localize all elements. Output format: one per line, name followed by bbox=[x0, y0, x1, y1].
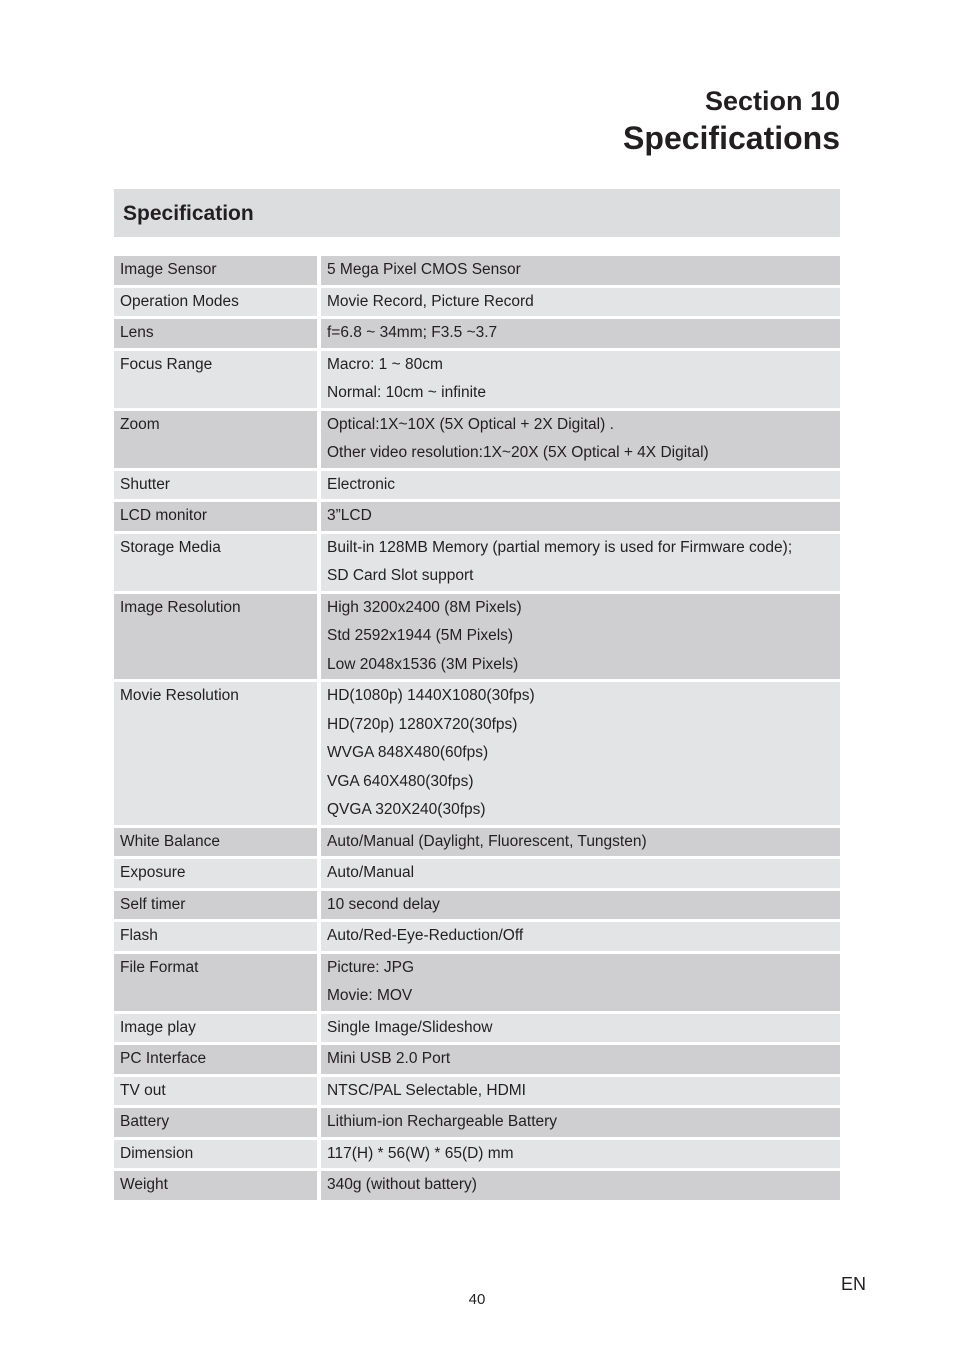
spec-value bbox=[321, 1140, 840, 1169]
spec-label: Movie Resolution bbox=[114, 682, 317, 825]
spec-value-line: 5 Mega Pixel CMOS Sensor bbox=[327, 261, 521, 278]
spec-value-line: 340g (without battery) bbox=[327, 1176, 477, 1193]
spec-value bbox=[321, 534, 840, 591]
table-row bbox=[114, 288, 840, 317]
spec-value-line: Lithium-ion Rechargeable Battery bbox=[327, 1113, 558, 1130]
spec-value bbox=[321, 351, 840, 408]
spec-label: Self timer bbox=[114, 891, 317, 920]
table-row bbox=[114, 594, 840, 680]
table-row bbox=[114, 891, 840, 920]
table-row bbox=[114, 534, 840, 591]
table-row bbox=[114, 1077, 840, 1106]
spec-table bbox=[114, 256, 840, 1203]
spec-banner bbox=[114, 189, 840, 237]
spec-label: File Format bbox=[114, 954, 317, 1011]
spec-value-line: QVGA 320X240(30fps) bbox=[327, 801, 486, 818]
spec-value bbox=[321, 922, 840, 951]
spec-value bbox=[321, 1077, 840, 1106]
spec-value bbox=[321, 256, 840, 285]
table-row bbox=[114, 1140, 840, 1169]
spec-value bbox=[321, 891, 840, 920]
spec-label: Shutter bbox=[114, 471, 317, 500]
spec-value bbox=[321, 1108, 840, 1137]
spec-value-line: Mini USB 2.0 Port bbox=[327, 1050, 451, 1067]
spec-value-line: HD(720p) 1280X720(30fps) bbox=[327, 715, 518, 733]
spec-label: LCD monitor bbox=[114, 502, 317, 531]
spec-value-line: 3”LCD bbox=[327, 507, 372, 524]
spec-value-line: High 3200x2400 (8M Pixels) bbox=[327, 598, 522, 616]
spec-value-line: Built-in 128MB Memory (partial memory is used for Firmware code); bbox=[327, 538, 793, 556]
spec-banner-title: Specification bbox=[123, 202, 254, 225]
spec-value bbox=[321, 288, 840, 317]
spec-value bbox=[321, 594, 840, 680]
table-row bbox=[114, 682, 840, 825]
spec-value-line: WVGA 848X480(60fps) bbox=[327, 744, 489, 761]
spec-value bbox=[321, 502, 840, 531]
spec-value-line: Movie Record, Picture Record bbox=[327, 292, 534, 310]
table-row bbox=[114, 1171, 840, 1200]
spec-label: Image Sensor bbox=[114, 256, 317, 285]
section-label: Section 10 bbox=[704, 86, 840, 116]
spec-value-line: Movie: MOV bbox=[327, 987, 413, 1004]
spec-value-line: Auto/Manual (Daylight, Fluorescent, Tungsten) bbox=[327, 832, 647, 850]
language-code: EN bbox=[840, 1274, 866, 1294]
spec-label: White Balance bbox=[114, 828, 317, 857]
table-row bbox=[114, 319, 840, 348]
spec-value-line: Std 2592x1944 (5M Pixels) bbox=[327, 627, 514, 644]
spec-value bbox=[321, 411, 840, 468]
spec-value bbox=[321, 954, 840, 1011]
spec-value bbox=[321, 319, 840, 348]
spec-value bbox=[321, 1014, 840, 1043]
table-row bbox=[114, 828, 840, 857]
spec-value-line: HD(1080p) 1440X1080(30fps) bbox=[327, 687, 535, 704]
table-row bbox=[114, 922, 840, 951]
spec-value-line: VGA 640X480(30fps) bbox=[327, 772, 474, 790]
spec-value-line: Other video resolution:1X~20X (5X Optical + 4X Digital) bbox=[327, 444, 709, 461]
table-row bbox=[114, 256, 840, 285]
table-row bbox=[114, 1045, 840, 1074]
spec-value-line: Picture: JPG bbox=[327, 958, 414, 976]
spec-label: Exposure bbox=[114, 859, 317, 888]
spec-value-line: 10 second delay bbox=[327, 895, 440, 913]
spec-label: Image Resolution bbox=[114, 594, 317, 680]
spec-value-line: Low 2048x1536 (3M Pixels) bbox=[327, 655, 519, 673]
spec-value-line: Auto/Red-Eye-Reduction/Off bbox=[327, 927, 524, 944]
spec-value-line: Single Image/Slideshow bbox=[327, 1018, 493, 1036]
spec-label: Weight bbox=[114, 1171, 317, 1200]
spec-label: Storage Media bbox=[114, 534, 317, 591]
table-row bbox=[114, 351, 840, 408]
spec-value-line: Auto/Manual bbox=[327, 864, 415, 881]
spec-label: Operation Modes bbox=[114, 288, 317, 317]
table-row bbox=[114, 954, 840, 1011]
spec-value-line: Optical:1X~10X (5X Optical + 2X Digital) . bbox=[327, 415, 614, 433]
spec-value bbox=[321, 1045, 840, 1074]
spec-label: Image play bbox=[114, 1014, 317, 1043]
spec-value bbox=[321, 828, 840, 857]
page-title: Specifications bbox=[623, 120, 840, 156]
spec-label: TV out bbox=[114, 1077, 317, 1106]
table-row bbox=[114, 1108, 840, 1137]
spec-label: Dimension bbox=[114, 1140, 317, 1169]
table-row bbox=[114, 502, 840, 531]
spec-value bbox=[321, 471, 840, 500]
page-number: 40 bbox=[468, 1291, 486, 1308]
spec-label: Zoom bbox=[114, 411, 317, 468]
spec-value bbox=[321, 1171, 840, 1200]
spec-value-line: Normal: 10cm ~ infinite bbox=[327, 384, 486, 401]
spec-label: PC Interface bbox=[114, 1045, 317, 1074]
spec-value-line: NTSC/PAL Selectable, HDMI bbox=[327, 1081, 526, 1099]
spec-label: Focus Range bbox=[114, 351, 317, 408]
table-row bbox=[114, 411, 840, 468]
spec-value-line: SD Card Slot support bbox=[327, 567, 474, 584]
page-header bbox=[623, 84, 840, 158]
spec-value bbox=[321, 859, 840, 888]
spec-label: Battery bbox=[114, 1108, 317, 1137]
table-row bbox=[114, 859, 840, 888]
spec-label: Flash bbox=[114, 922, 317, 951]
spec-value-line: Electronic bbox=[327, 475, 396, 493]
spec-value-line: Macro: 1 ~ 80cm bbox=[327, 355, 443, 373]
table-row bbox=[114, 471, 840, 500]
spec-value-line: 117(H) * 56(W) * 65(D) mm bbox=[327, 1144, 514, 1162]
spec-value-line: f=6.8 ~ 34mm; F3.5 ~3.7 bbox=[327, 324, 498, 341]
spec-label: Lens bbox=[114, 319, 317, 348]
table-row bbox=[114, 1014, 840, 1043]
spec-value bbox=[321, 682, 840, 825]
